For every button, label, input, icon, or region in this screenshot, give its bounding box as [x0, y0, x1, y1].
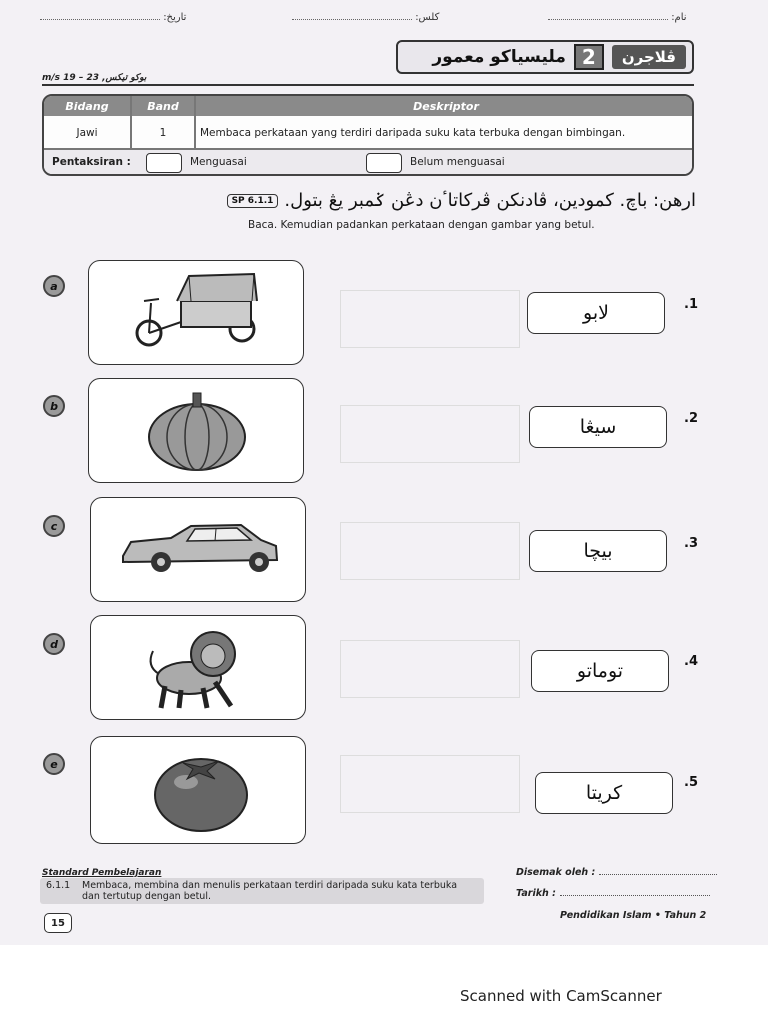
scanner-watermark: Scanned with CamScanner [460, 987, 662, 1005]
picture-card-b[interactable] [88, 378, 304, 483]
unit-label: ڤلاجرن [612, 45, 686, 69]
word-number-4: .4 [684, 654, 698, 669]
car-icon [91, 498, 307, 603]
standard-title: Standard Pembelajaran [42, 868, 162, 878]
word-box-4[interactable]: توماتو [531, 650, 669, 692]
col-deskriptor-header: Deskriptor [196, 96, 694, 116]
book-title: Pendidikan Islam • Tahun 2 [560, 910, 707, 921]
disemak-label: Disemak oleh : [516, 867, 596, 878]
picture-card-d[interactable] [90, 615, 306, 720]
ghost-bleed [340, 522, 520, 580]
menguasai-label: Menguasai [190, 156, 247, 168]
tarikh-field [516, 888, 710, 899]
picture-card-c[interactable] [90, 497, 306, 602]
trishaw-icon [89, 261, 305, 366]
band-value: 1 [159, 127, 167, 139]
page-number: 15 [44, 913, 72, 933]
textbook-pages: m/s 19 – 23 ,بوكو تيكس [42, 73, 147, 83]
badge-b: b [43, 395, 65, 417]
bidang-value: Jawi [76, 127, 98, 139]
col-band-header: Band [132, 96, 194, 116]
picture-card-e[interactable] [90, 736, 306, 844]
word-number-3: .3 [684, 536, 698, 551]
unit-number: 2 [574, 44, 604, 70]
badge-d: d [43, 633, 65, 655]
instruction-malay: Baca. Kemudian padankan perkataan dengan gambar yang betul. [248, 219, 595, 231]
badge-e: e [43, 753, 65, 775]
standard-code: 6.1.1 [46, 880, 71, 891]
name-field [548, 12, 687, 23]
tarikh-label: Tarikh : [516, 888, 556, 899]
belum-menguasai-label: Belum menguasai [410, 156, 505, 168]
assessment-rubric [42, 94, 694, 176]
word-number-1: .1 [684, 297, 698, 312]
sp-code: SP 6.1.1 [227, 194, 279, 208]
date-label: تاريخ: [163, 12, 187, 23]
col-bidang-header: Bidang [44, 96, 130, 116]
badge-a: a [43, 275, 65, 297]
instruction-jawi-text: ارهن: باچ. كمودين، ڤادنكن ڤركاتاٴن دڠن ݢمبر يڠ بتول. [284, 190, 696, 211]
picture-card-a[interactable] [88, 260, 304, 365]
deskriptor-value: Membaca perkataan yang terdiri daripada suku kata terbuka dengan bimbingan. [200, 127, 626, 139]
disemak-field [516, 867, 717, 878]
standard-text: Membaca, membina dan menulis perkataan terdiri daripada suku kata terbuka dan tertutup dengan betul. [82, 880, 458, 902]
ghost-bleed [340, 640, 520, 698]
class-label: كلس: [415, 12, 440, 23]
ghost-bleed [340, 405, 520, 463]
badge-c: c [43, 515, 65, 537]
belum-menguasai-checkbox[interactable] [366, 153, 402, 173]
word-box-3[interactable]: بيچا [529, 530, 667, 572]
tomato-icon [91, 737, 307, 845]
word-box-2[interactable]: سيڠا [529, 406, 667, 448]
date-field [40, 12, 186, 23]
pumpkin-icon [89, 379, 305, 484]
name-label: نام: [671, 12, 687, 23]
lion-icon [91, 616, 307, 721]
pentaksiran-label: Pentaksiran : [52, 156, 131, 168]
class-field [292, 12, 439, 23]
menguasai-checkbox[interactable] [146, 153, 182, 173]
ghost-bleed [340, 755, 520, 813]
word-box-5[interactable]: كريتا [535, 772, 673, 814]
pentaksiran-row [44, 150, 694, 176]
word-box-1[interactable]: لابو [527, 292, 665, 334]
topic-title: مليسياكو معمور [432, 47, 566, 67]
standard-box [40, 878, 484, 904]
unit-title-box [396, 40, 694, 74]
word-number-5: .5 [684, 775, 698, 790]
divider [42, 84, 694, 86]
instruction-jawi [227, 190, 696, 211]
word-number-2: .2 [684, 411, 698, 426]
ghost-bleed [340, 290, 520, 348]
